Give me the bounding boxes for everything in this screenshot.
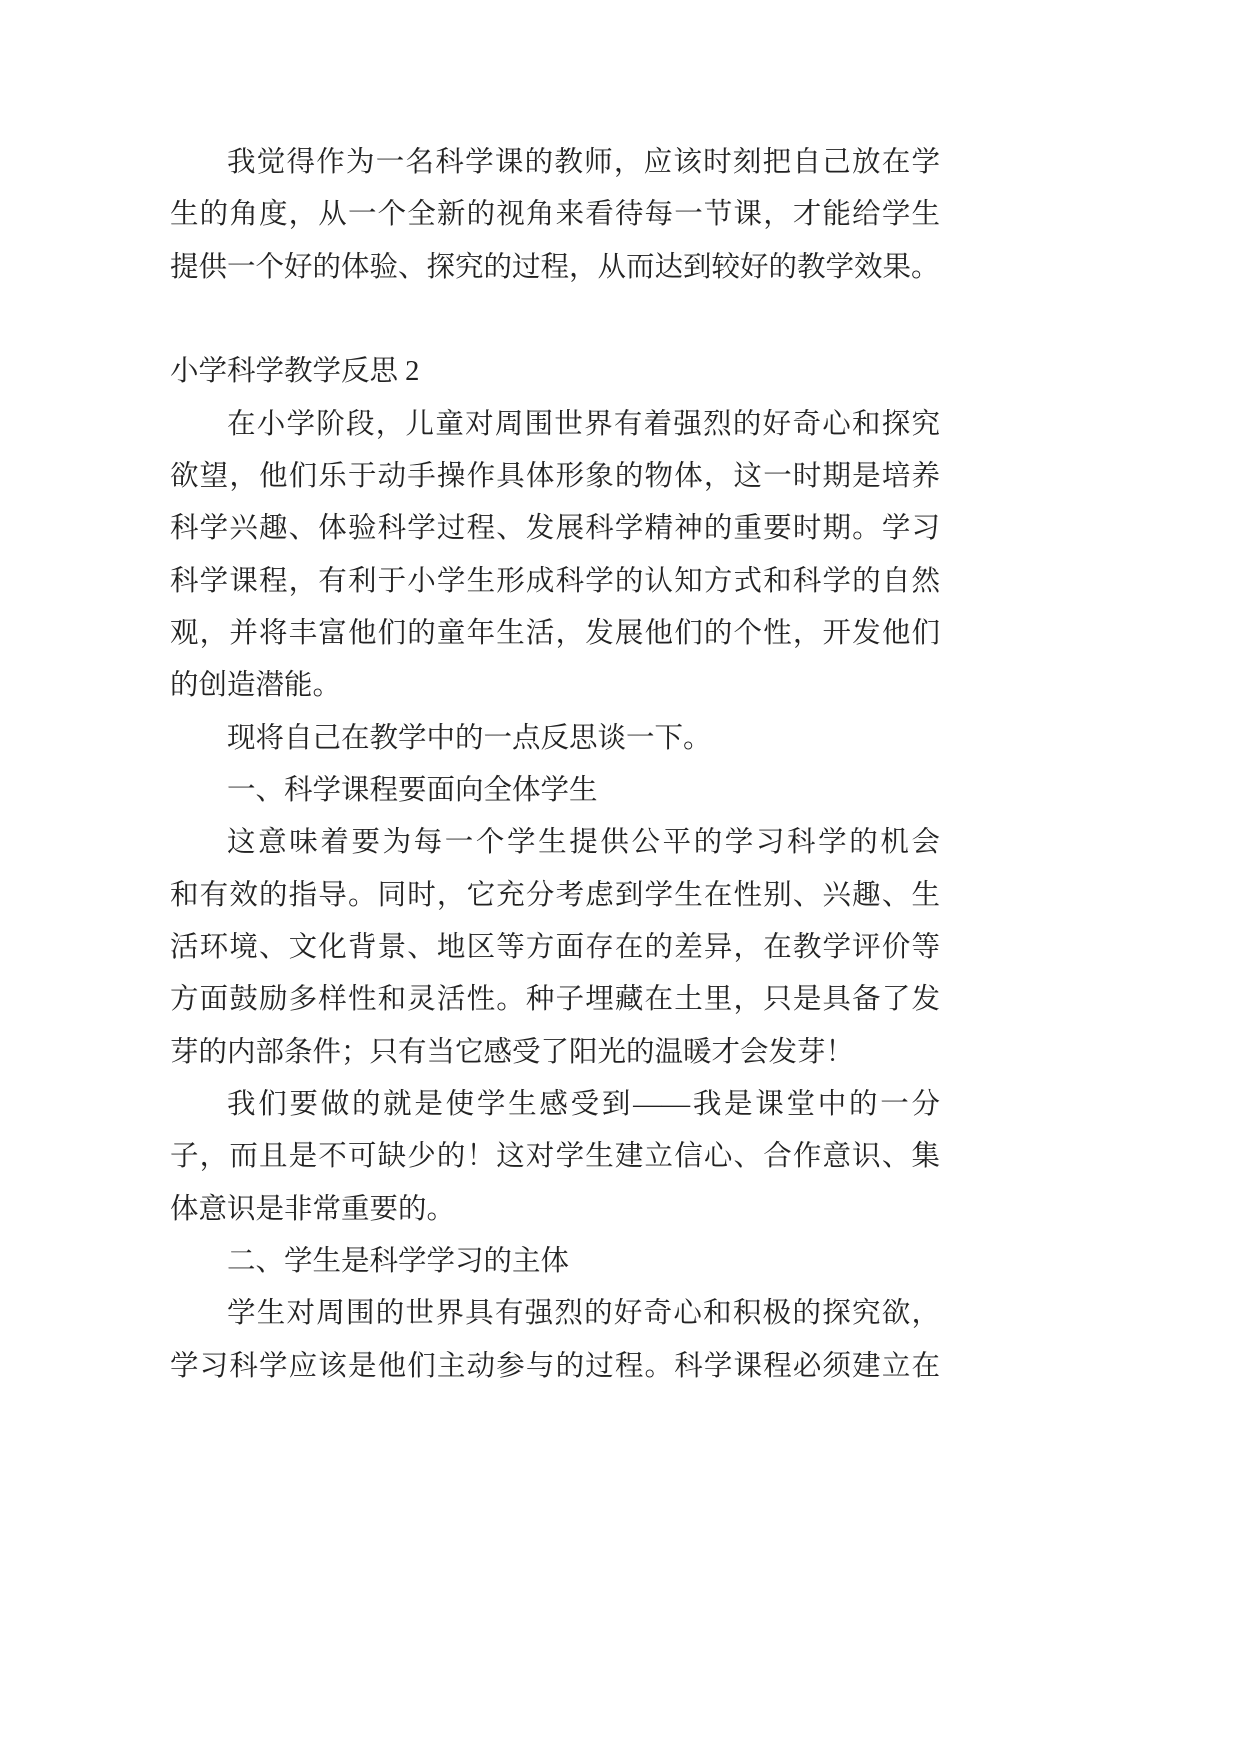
document-body [170,137,940,1393]
blank-line [170,294,940,346]
text-line: 学生对周围的世界具有强烈的好奇心和积极的探究欲， [227,1298,940,1330]
paragraph-section-2-a [170,1288,940,1393]
text-line: 我们要做的就是使学生感受到——我是课堂中的一分 [227,1088,940,1120]
text-line: 方面鼓励多样性和灵活性。种子埋藏在土里，只是具备了发 [170,984,940,1016]
text-line: 芽的内部条件；只有当它感受了阳光的温暖才会发芽！ [170,1036,855,1068]
paragraph-reflection-intro: 现将自己在教学中的一点反思谈一下。 [227,722,712,754]
text-line: 观，并将丰富他们的童年生活，发展他们的个性，开发他们 [170,617,940,649]
text-line: 这意味着要为每一个学生提供公平的学习科学的机会 [227,827,940,859]
text-line: 的创造潜能。 [170,670,342,702]
text-line: 活环境、文化背景、地区等方面存在的差异，在教学评价等 [170,931,940,963]
text-line: 生的角度，从一个全新的视角来看待每一节课，才能给学生 [170,199,940,231]
section-heading: 小学科学教学反思 2 [170,356,420,388]
text-line: 学习科学应该是他们主动参与的过程。科学课程必须建立在 [170,1350,940,1382]
text-line: 提供一个好的体验、探究的过程，从而达到较好的教学效果。 [170,251,940,283]
text-line: 欲望，他们乐于动手操作具体形象的物体，这一时期是培养 [170,460,940,492]
text-line: 和有效的指导。同时，它充分考虑到学生在性别、兴趣、生 [170,879,940,911]
paragraph-section-1-a [170,817,940,1079]
text-line: 在小学阶段，儿童对周围世界有着强烈的好奇心和探究 [227,408,940,440]
text-line: 我觉得作为一名科学课的教师，应该时刻把自己放在学 [227,147,940,178]
paragraph-intro [170,137,940,294]
text-line: 科学课程，有利于小学生形成科学的认知方式和科学的自然 [170,565,940,597]
text-line: 子，而且是不可缺少的！这对学生建立信心、合作意识、集 [170,1141,940,1173]
subsection-title-1: 一、科学课程要面向全体学生 [227,774,598,806]
paragraph-background [170,399,940,713]
subsection-title-2: 二、学生是科学学习的主体 [227,1245,570,1277]
text-line: 科学兴趣、体验科学过程、发展科学精神的重要时期。学习 [170,513,940,545]
text-line: 体意识是非常重要的。 [170,1193,456,1225]
paragraph-section-1-b [170,1079,940,1236]
